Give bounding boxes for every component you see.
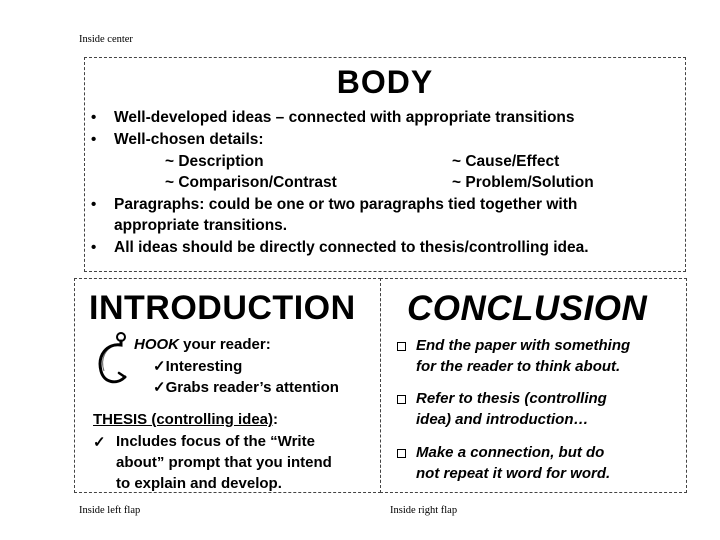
body-title: BODY — [336, 64, 434, 100]
checkmark-icon: ✓ — [153, 358, 166, 375]
inside-right-flap-label: Inside right flap — [390, 505, 458, 516]
conclusion-item-2-line1: Refer to thesis (controlling — [416, 390, 607, 407]
hook-rest: your reader: — [179, 336, 271, 353]
checkmark-icon: ✓ — [153, 379, 166, 396]
introduction-title: INTRODUCTION — [89, 289, 356, 327]
body-bullet-1: Well-developed ideas – connected with appropriate transitions — [114, 109, 575, 126]
introduction-panel — [74, 278, 381, 493]
thesis-line-3: to explain and develop. — [116, 475, 282, 492]
checkbox-square-icon — [397, 449, 406, 458]
detail-description: ~ Description — [165, 153, 264, 170]
checkmark-icon: ✓ — [93, 434, 106, 451]
bullet-dot: • — [91, 131, 97, 148]
detail-comparison: ~ Comparison/Contrast — [165, 174, 337, 191]
bullet-dot: • — [91, 109, 97, 126]
body-bullet-3-line2: appropriate transitions. — [114, 217, 288, 234]
conclusion-item-1-line1: End the paper with something — [416, 337, 631, 354]
body-bullet-4: All ideas should be directly connected to thesis/controlling idea. — [114, 239, 589, 256]
conclusion-item-1-line2: for the reader to think about. — [416, 358, 621, 375]
body-bullet-2: Well-chosen details: — [114, 131, 264, 148]
thesis-line-1: Includes focus of the “Write — [116, 433, 315, 450]
conclusion-item-3-line2: not repeat it word for word. — [416, 465, 611, 482]
detail-problem: ~ Problem/Solution — [452, 174, 594, 191]
conclusion-panel — [380, 278, 687, 493]
detail-cause-effect: ~ Cause/Effect — [452, 153, 560, 170]
check-item-interesting: ✓Interesting — [153, 358, 243, 375]
bullet-dot: • — [91, 196, 97, 213]
conclusion-item-3-line1: Make a connection, but do — [416, 444, 605, 461]
hook-line — [134, 336, 271, 353]
fishhook-icon — [93, 329, 133, 391]
thesis-line-2: about” prompt that you intend — [116, 454, 332, 471]
body-bullet-3-line1: Paragraphs: could be one or two paragraphs tied together with — [114, 196, 578, 213]
conclusion-title: CONCLUSION — [407, 289, 648, 328]
inside-left-flap-label: Inside left flap — [79, 505, 141, 516]
thesis-heading: THESIS (controlling idea): — [93, 411, 279, 428]
bullet-dot: • — [91, 239, 97, 256]
conclusion-item-2-line2: idea) and introduction… — [416, 411, 589, 428]
body-panel — [84, 57, 686, 272]
inside-center-label: Inside center — [79, 34, 133, 45]
checkbox-square-icon — [397, 395, 406, 404]
check-item-attention: ✓Grabs reader’s attention — [153, 379, 339, 396]
checkbox-square-icon — [397, 342, 406, 351]
hook-word: HOOK — [134, 336, 179, 353]
